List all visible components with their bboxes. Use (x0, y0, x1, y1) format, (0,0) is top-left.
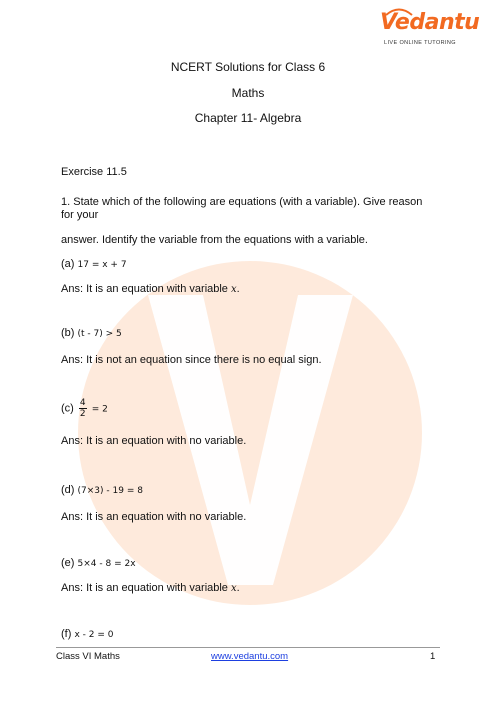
document-subject: Maths (231, 86, 265, 100)
part-expression: (7×3) - 19 = 8 (77, 486, 143, 496)
part-label: (c) (61, 402, 74, 415)
part-expression: (t - 7) > 5 (77, 329, 122, 339)
answer-variable: x (231, 284, 237, 295)
answer-text: Ans: It is an equation with variable (61, 283, 228, 295)
question-line-1: 1. State which of the following are equations (with a variable). Give reason (61, 196, 423, 208)
answer-suffix: . (236, 582, 240, 594)
part-expression: x - 2 = 0 (74, 630, 114, 640)
answer-b: Ans: It is not an equation since there is no equal sign. (61, 354, 322, 366)
question-line-3: answer. Identify the variable from the equations with a variable. (61, 234, 368, 246)
part-f (61, 628, 113, 640)
fraction (79, 398, 87, 419)
part-b (61, 327, 122, 339)
answer-variable: x (231, 583, 237, 594)
document-title: NCERT Solutions for Class 6 (170, 60, 326, 74)
answer-a (61, 283, 240, 295)
page-number: 1 (430, 651, 436, 662)
part-d (61, 484, 143, 496)
part-expression: = 2 (91, 404, 108, 415)
fraction-denominator: 2 (79, 409, 86, 419)
part-label: (f) (61, 628, 72, 640)
answer-d: Ans: It is an equation with no variable. (61, 511, 247, 523)
fraction-numerator: 4 (79, 398, 86, 408)
footer-website-link[interactable]: www.vedantu.com (211, 651, 289, 662)
footer-divider (56, 647, 440, 648)
part-a (61, 258, 127, 270)
question-line-2: for your (61, 209, 99, 221)
part-label: (b) (61, 327, 75, 339)
vedantu-logo (380, 10, 480, 54)
footer-class-label: Class VI Maths (56, 651, 120, 662)
answer-e (61, 582, 240, 594)
logo-tagline: LIVE ONLINE TUTORING (384, 40, 456, 46)
answer-suffix: . (236, 283, 240, 295)
part-label: (e) (61, 557, 75, 569)
part-c (61, 398, 108, 419)
part-e (61, 557, 136, 569)
exercise-heading: Exercise 11.5 (61, 166, 127, 178)
answer-text: Ans: It is an equation with variable (61, 582, 228, 594)
part-label: (a) (61, 258, 75, 270)
logo-wordmark: Vedantu (380, 10, 480, 35)
part-label: (d) (61, 484, 75, 496)
part-expression: 5×4 - 8 = 2x (77, 559, 136, 569)
part-expression: 17 = x + 7 (77, 260, 127, 270)
chapter-title: Chapter 11- Algebra (194, 111, 302, 125)
answer-c: Ans: It is an equation with no variable. (61, 435, 247, 447)
